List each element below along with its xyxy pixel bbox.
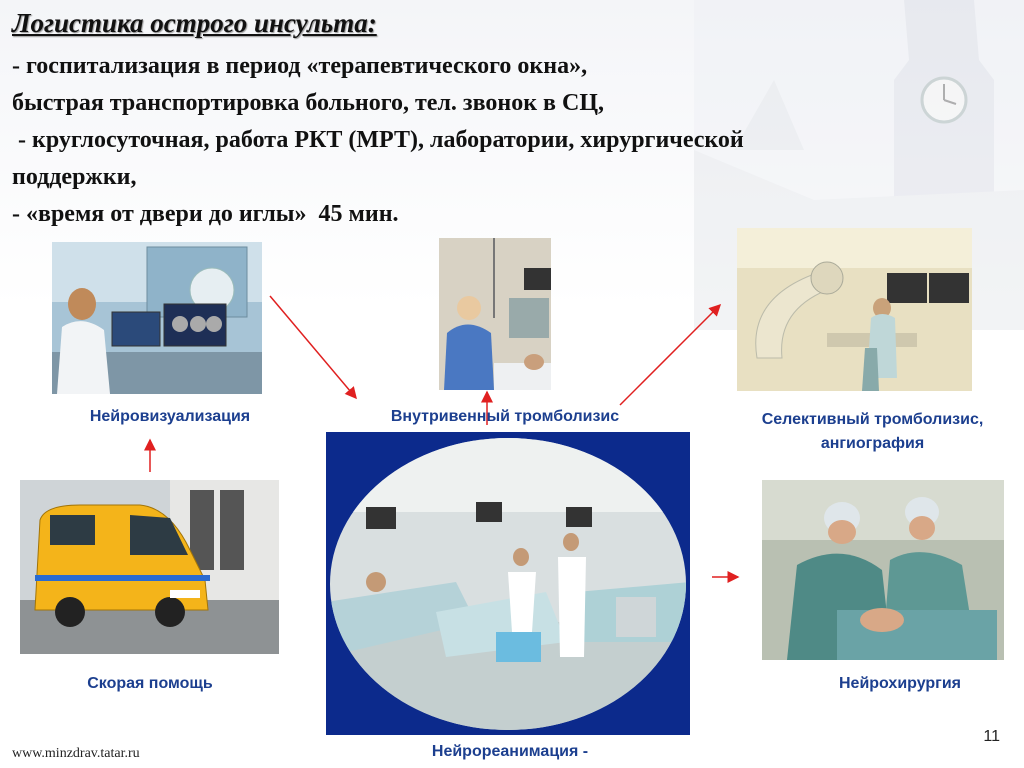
page-number: 11 — [983, 728, 1000, 745]
body-line: - «время от двери до иглы» 45 мин. — [12, 201, 399, 227]
body-line: - круглосуточная, работа РКТ (МРТ), лаборатории, хирургической — [12, 127, 744, 153]
caption-ambulance: Скорая помощь — [87, 675, 213, 692]
caption-line: ангиография — [820, 435, 925, 452]
caption-neuroimaging: Нейровизуализация — [89, 408, 251, 425]
arrow-iv-to-angiography — [620, 305, 720, 405]
body-line: поддержки, — [12, 164, 137, 190]
arrow-ct-to-iv — [270, 296, 356, 398]
caption-neuroreanimation: Нейрореанимация - — [431, 743, 589, 760]
caption-line: Селективный тромболизис, — [761, 411, 984, 428]
caption-iv-thrombolysis: Внутривенный тромболизис — [390, 408, 620, 425]
slide-title: Логистика острого инсульта: — [12, 8, 377, 38]
caption-neurosurgery: Нейрохирургия — [838, 675, 962, 692]
caption-selective-thrombolysis — [725, 408, 1020, 456]
body-line: - госпитализация в период «терапевтического окна», — [12, 53, 588, 79]
body-line: быстрая транспортировка больного, тел. звонок в СЦ, — [12, 90, 604, 116]
footer-url: www.minzdrav.tatar.ru — [12, 746, 140, 761]
